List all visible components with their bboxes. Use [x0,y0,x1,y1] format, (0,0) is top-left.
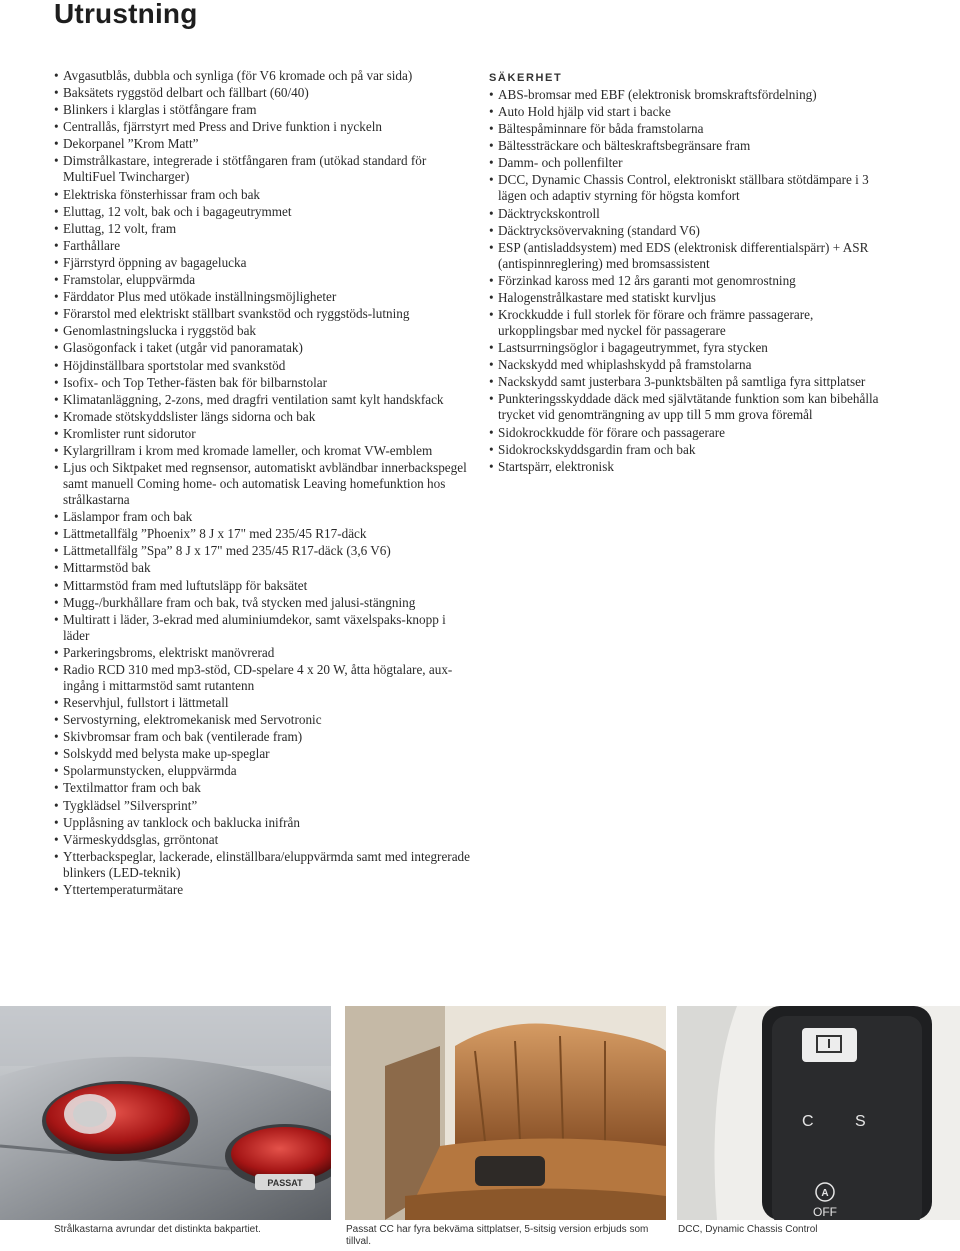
caption-dcc: DCC, Dynamic Chassis Control [678,1224,818,1235]
list-item: • Elektriska fönsterhissar fram och bak [54,187,474,203]
list-item: • Halogenstrålkastare med statiskt kurvljus [489,290,894,306]
list-item: • Parkeringsbroms, elektriskt manövrerad [54,645,474,661]
passat-badge: PASSAT [267,1178,303,1188]
list-item: • Farthållare [54,238,474,254]
list-item: • Mittarmstöd bak [54,560,474,576]
list-item: • Avgasutblås, dubbla och synliga (för V6 kromade och på var sida) [54,68,474,84]
list-item: • Kromlister runt sidorutor [54,426,474,442]
list-item: • Förarstol med elektriskt ställbart svankstöd och ryggstöds-lutning [54,306,474,322]
list-item: • Lastsurrningsöglor i bagageutrymmet, fyra stycken [489,340,894,356]
list-item: • Krockkudde i full storlek för förare och främre passagerare, urkopplingsbar med nyckel för passagerare [489,307,894,339]
list-item: • Lättmetallfälg ”Spa” 8 J x 17" med 235/45 R17-däck (3,6 V6) [54,543,474,559]
caption-rear-seats: Passat CC har fyra bekväma sittplatser, 5-sitsig version erbjuds som tillval. [346,1224,649,1247]
list-item: • Bältessträckare och bälteskraftsbegränsare fram [489,138,894,154]
list-item: • Mugg-/burkhållare fram och bak, två stycken med jalusi-stängning [54,595,474,611]
list-item: • Spolarmunstycken, eluppvärmda [54,763,474,779]
list-item: • Ytterbackspeglar, lackerade, elinställbara/eluppvärmda samt med integrerade blinkers (LED-teknik) [54,849,474,881]
list-item: • Genomlastningslucka i ryggstöd bak [54,323,474,339]
list-item: • Kromade stötskyddslister längs sidorna och bak [54,409,474,425]
list-item: • Kylargrillram i krom med kromade lameller, och kromat VW-emblem [54,443,474,459]
list-item: • Sidokrockkudde för förare och passagerare [489,425,894,441]
list-item: • Skivbromsar fram och bak (ventilerade fram) [54,729,474,745]
list-item: • Förzinkad kaross med 12 års garanti mot genomrostning [489,273,894,289]
equipment-column-left [54,68,474,899]
equipment-column-right [489,68,894,476]
dcc-c-button: C [802,1113,814,1130]
list-item: • Textilmattor fram och bak [54,780,474,796]
tail-light-photo [0,1006,331,1220]
list-item: • Färddator Plus med utökade inställningsmöjligheter [54,289,474,305]
list-item: • Isofix- och Top Tether-fästen bak för bilbarnstolar [54,375,474,391]
list-item: • Däcktryckskontroll [489,206,894,222]
dcc-s-button: S [855,1113,866,1130]
safety-list [489,87,894,475]
list-item: • Centrallås, fjärrstyrt med Press and Drive funktion i nyckeln [54,119,474,135]
list-item: • Upplåsning av tanklock och baklucka inifrån [54,815,474,831]
list-item: • Glasögonfack i taket (utgår vid panoramatak) [54,340,474,356]
svg-text:A: A [821,1188,829,1199]
dcc-buttons-photo [677,1006,960,1220]
list-item: • Värmeskyddsglas, grröntonat [54,832,474,848]
list-item: • ESP (antisladdsystem) med EDS (elektronisk differentialspärr) + ASR (antispinnreglering) med bromsassistent [489,240,894,272]
list-item: • Framstolar, eluppvärmda [54,272,474,288]
dcc-off-label: OFF [813,1205,837,1219]
page-title: Utrustning [54,0,198,29]
list-item: • Eluttag, 12 volt, bak och i bagageutrymmet [54,204,474,220]
list-item: • Blinkers i klarglas i stötfångare fram [54,102,474,118]
list-item: • Sidokrockskyddsgardin fram och bak [489,442,894,458]
list-item: • Ljus och Siktpaket med regnsensor, automatiskt avbländbar innerbackspegel samt manuell Coming home- och automatisk Leaving homefunktion hos strålkastarna [54,460,474,508]
equipment-list [54,68,474,898]
list-item: • Solskydd med belysta make up-speglar [54,746,474,762]
list-item: • Punkteringsskyddade däck med självtätande funktion som kan bibehålla trycket vid genomträngning av upp till 5 mm grova föremål [489,391,894,423]
list-item: • Lättmetallfälg ”Phoenix” 8 J x 17" med 235/45 R17-däck [54,526,474,542]
list-item: • Nackskydd med whiplashskydd på framstolarna [489,357,894,373]
list-item: • Eluttag, 12 volt, fram [54,221,474,237]
list-item: • Däcktrycksövervakning (standard V6) [489,223,894,239]
list-item: • Multiratt i läder, 3-ekrad med aluminiumdekor, samt växelspaks-knopp i läder [54,612,474,644]
section-heading-safety: SÄKERHET [489,72,563,84]
list-item: • Läslampor fram och bak [54,509,474,525]
list-item: • Yttertemperaturmätare [54,882,474,898]
list-item: • Servostyrning, elektromekanisk med Servotronic [54,712,474,728]
list-item: • Tygklädsel ”Silversprint” [54,798,474,814]
list-item: • ABS-bromsar med EBF (elektronisk bromskraftsfördelning) [489,87,894,103]
list-item: • Damm- och pollenfilter [489,155,894,171]
list-item: • Reservhjul, fullstort i lättmetall [54,695,474,711]
list-item: • Auto Hold hjälp vid start i backe [489,104,894,120]
list-item: • Bältespåminnare för båda framstolarna [489,121,894,137]
caption-tail-light: Strålkastarna avrundar det distinkta bakpartiet. [54,1224,261,1235]
list-item: • DCC, Dynamic Chassis Control, elektroniskt ställbara stötdämpare i 3 lägen och adaptiv styrning för högsta komfort [489,172,894,204]
list-item: • Klimatanläggning, 2-zons, med dragfri ventilation samt kylt handskfack [54,392,474,408]
list-item: • Startspärr, elektronisk [489,459,894,475]
list-item: • Mittarmstöd fram med luftutsläpp för baksätet [54,578,474,594]
list-item: • Dimstrålkastare, integrerade i stötfångaren fram (utökad standard för MultiFuel Twincharger) [54,153,474,185]
list-item: • Dekorpanel ”Krom Matt” [54,136,474,152]
list-item: • Radio RCD 310 med mp3-stöd, CD-spelare 4 x 20 W, åtta högtalare, aux-ingång i mittarmstöd samt rutantenn [54,662,474,694]
list-item: • Baksätets ryggstöd delbart och fällbart (60/40) [54,85,474,101]
rear-seats-photo [345,1006,666,1220]
list-item: • Fjärrstyrd öppning av bagagelucka [54,255,474,271]
list-item: • Nackskydd samt justerbara 3-punktsbälten på samtliga fyra sittplatser [489,374,894,390]
list-item: • Höjdinställbara sportstolar med svankstöd [54,358,474,374]
